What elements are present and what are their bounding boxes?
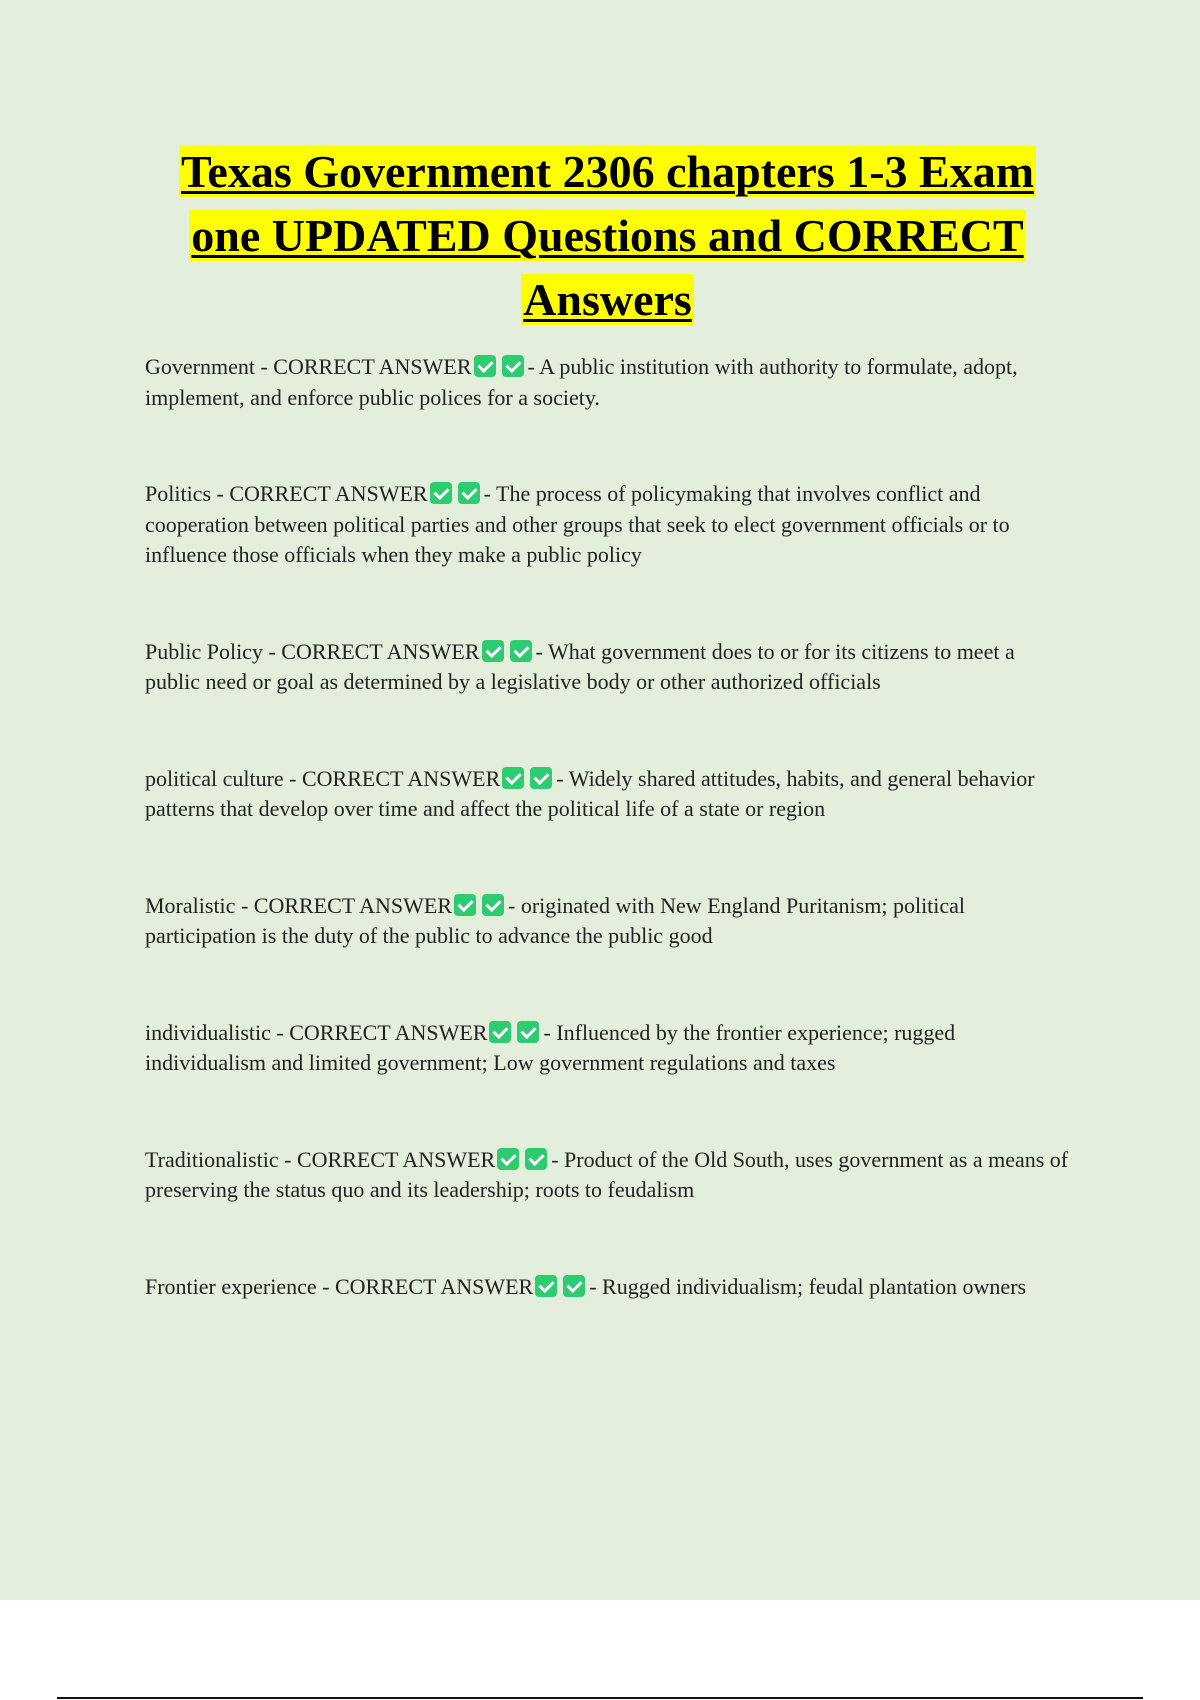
entry-frontier-experience: Frontier experience - CORRECT ANSWER - Rugged individualism; feudal plantation owners [145,1273,1027,1299]
check-mark-icon [497,1148,519,1170]
entry-term: Frontier experience [145,1273,317,1299]
answer-marker: CORRECT ANSWER [302,765,501,791]
entry-term: Traditionalistic [145,1146,279,1172]
check-mark-icon [482,894,504,916]
entry-political-culture: political culture - CORRECT ANSWER - Widely shared attitudes, habits, and general behavior patterns that develop over time and affect the political life of a state or region [145,765,1035,821]
document-title [145,140,1070,332]
entry-individualistic: individualistic - CORRECT ANSWER - Influenced by the frontier experience; rugged individualism and limited government; Low government regulations and taxes [145,1019,956,1075]
entry-term: individualistic [145,1019,271,1045]
check-mark-icon [530,767,552,789]
footer-divider [57,1697,1143,1699]
answer-marker: CORRECT ANSWER [253,892,453,918]
answer-marker: CORRECT ANSWER [334,1273,534,1299]
check-mark-icon [489,1021,511,1043]
entry-public-policy: Public Policy - CORRECT ANSWER - What government does to or for its citizens to meet a public need or goal as determined by a legislative body or other authorized officials [145,638,1015,694]
entry-definition: originated with New England Puritanism; political participation is the duty of the public to advance the public good [145,892,966,948]
check-mark-icon [430,482,452,504]
entry-definition: Product of the Old South, uses government as a means of preserving the status quo and its leadership; roots to feudalism [145,1146,1069,1202]
entry-moralistic: Moralistic - CORRECT ANSWER - originated with New England Puritanism; political participation is the duty of the public to advance the public good [145,892,966,948]
entry-politics: Politics - CORRECT ANSWER - The process of policymaking that involves conflict and cooperation between political parties and other groups that seek to elect government officials or to influence those officials when they make a public policy [145,481,1010,567]
answer-marker: CORRECT ANSWER [289,1019,488,1045]
entry-definition: Rugged individualism; feudal plantation owners [602,1273,1027,1299]
check-mark-icon [525,1148,547,1170]
entry-definition: Widely shared attitudes, habits, and general behavior patterns that develop over time and affect the political life of a state or region [145,765,1035,821]
entry-term: Government [145,354,255,379]
answer-marker: CORRECT ANSWER [281,638,480,664]
entry-term: Politics [145,481,212,506]
entry-definition: A public institution with authority to formulate, adopt, implement, and enforce public polices for a society. [145,354,1018,410]
check-mark-icon [474,355,496,377]
check-mark-icon [454,894,476,916]
check-mark-icon [517,1021,539,1043]
entry-term: political culture [145,765,284,791]
entry-government: Government - CORRECT ANSWER - A public institution with authority to formulate, adopt, implement, and enforce public polices for a society. [145,354,1018,410]
check-mark-icon [502,355,524,377]
entry-definition: Influenced by the frontier experience; rugged individualism and limited government; Low government regulations and taxes [145,1019,956,1075]
document-body [145,140,1070,1368]
answer-marker: CORRECT ANSWER [273,354,472,379]
document-title-text: Texas Government 2306 chapters 1-3 Exam one UPDATED Questions and CORRECT Answers [180,146,1035,325]
check-mark-icon [482,640,504,662]
answer-marker: CORRECT ANSWER [229,481,428,506]
check-mark-icon [563,1275,585,1297]
check-mark-icon [510,640,532,662]
check-mark-icon [502,767,524,789]
entries-list [145,352,1070,1302]
entry-definition: What government does to or for its citizens to meet a public need or goal as determined by a legislative body or other authorized officials [145,638,1015,694]
entry-term: Moralistic [145,892,236,918]
answer-marker: CORRECT ANSWER [296,1146,496,1172]
check-mark-icon [535,1275,557,1297]
check-mark-icon [458,482,480,504]
entry-term: Public Policy [145,638,263,664]
entry-traditionalistic: Traditionalistic - CORRECT ANSWER - Product of the Old South, uses government as a means of preserving the status quo and its leadership; roots to feudalism [145,1146,1069,1202]
entry-definition: The process of policymaking that involves conflict and cooperation between political parties and other groups that seek to elect government officials or to influence those officials when they make a public policy [145,481,1010,567]
